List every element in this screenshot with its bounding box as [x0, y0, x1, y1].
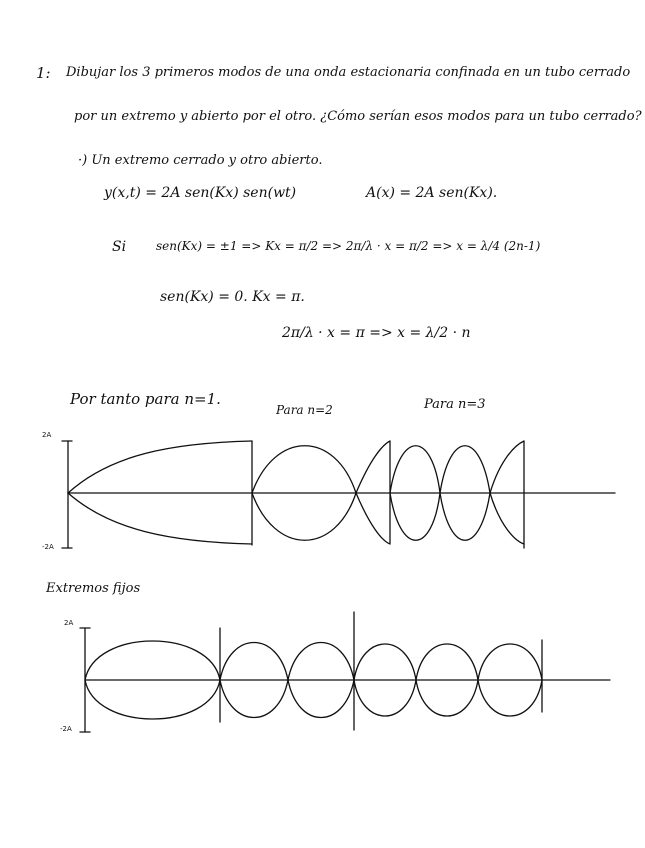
graph2-mode3-loop1-upper [354, 644, 416, 680]
label-n3: Para n=3 [424, 397, 486, 412]
graph1-mode3-loop3-upper [490, 441, 524, 493]
label-si: Si [112, 239, 127, 255]
graph2-mode2-loop2-lower [288, 680, 354, 718]
label-n2: Para n=2 [276, 403, 333, 417]
graph2-title: Extremos fijos [46, 581, 141, 596]
graph2-mode2-loop2-upper [288, 643, 354, 681]
equation-zero-solution: 2π/λ · x = π => x = λ/2 · n [282, 325, 471, 341]
graph2-mode3-loop2-lower [416, 680, 478, 716]
equation-amplitude: A(x) = 2A sen(Kx). [366, 185, 498, 201]
graph1-mode3-loop1-upper [390, 446, 440, 493]
graph1-mode3-loop1-lower [390, 493, 440, 540]
graph1-mode2-loop1-lower [252, 493, 356, 540]
label-n1: Por tanto para n=1. [70, 390, 221, 408]
graph1-mode1-upper [68, 441, 252, 493]
graph2-y-bottom-label: -2A [60, 725, 72, 733]
equation-zero: sen(Kx) = 0. Kx = π. [160, 289, 305, 305]
problem-line-1: Dibujar los 3 primeros modos de una onda estacionaria confinada en un tubo cerrado [66, 65, 631, 80]
graph2-mode3-loop2-upper [416, 644, 478, 680]
graph2-mode1-upper [85, 641, 220, 680]
graph1-mode1-lower [68, 493, 252, 544]
graph1-mode3-loop2-lower [440, 493, 490, 540]
problem-number: 1: [36, 64, 51, 82]
graph1-y-bottom-label: -2A [42, 543, 54, 551]
graph1-mode3-loop3-lower [490, 493, 524, 544]
problem-line-2: por un extremo y abierto por el otro. ¿Cómo serían esos modos para un tubo cerrado? [74, 109, 642, 124]
graph2-mode3-loop1-lower [354, 680, 416, 716]
case-heading: ·) Un extremo cerrado y otro abierto. [78, 153, 323, 168]
graph2-mode3-loop3-lower [478, 680, 542, 716]
graph1-mode2-loop2-upper [356, 441, 390, 493]
graph1-mode2-loop2-lower [356, 493, 390, 544]
graph1-mode2-loop1-upper [252, 446, 356, 493]
graph1-mode3-loop2-upper [440, 446, 490, 493]
equation-wave: y(x,t) = 2A sen(Kx) sen(wt) [104, 185, 297, 201]
equation-maximum: sen(Kx) = ±1 => Kx = π/2 => 2π/λ · x = π/2 => x = λ/4 (2n-1) [156, 239, 541, 253]
graph1-y-top-label: 2A [42, 431, 52, 439]
graph2-mode3-loop3-upper [478, 644, 542, 680]
graph2-mode2-loop1-lower [220, 680, 288, 718]
graph2-mode2-loop1-upper [220, 643, 288, 681]
graph2-y-top-label: 2A [64, 619, 74, 627]
graph2-mode1-lower [85, 680, 220, 719]
